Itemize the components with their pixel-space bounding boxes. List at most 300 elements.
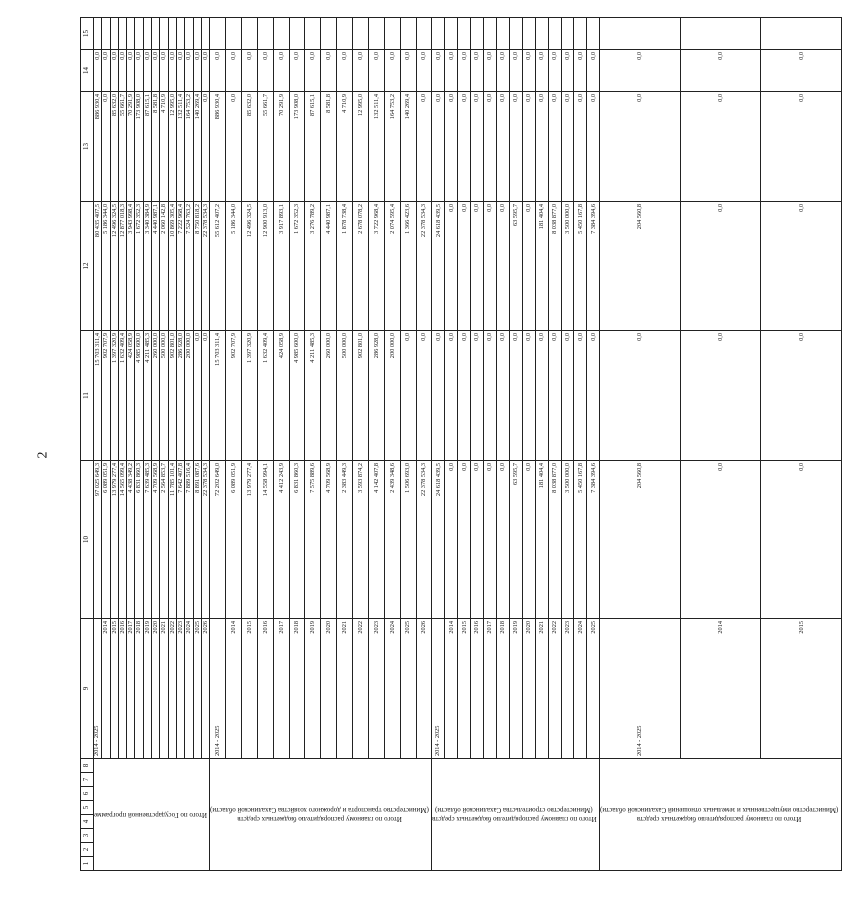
amount-cell-c12: 0,0 [458, 202, 471, 331]
empty-cell-15 [118, 18, 126, 50]
amount-cell-c14: 0,0 [273, 50, 289, 92]
amount-cell-c14: 0,0 [561, 50, 574, 92]
amount-cell-c14: 0,0 [368, 50, 384, 92]
amount-cell-c13: 0,0 [416, 92, 432, 202]
amount-cell-c10: 2 383 449,3 [337, 461, 353, 619]
amount-cell-c11: 1 632 409,4 [257, 331, 273, 461]
block-label [600, 759, 842, 871]
amount-cell-c12: 12 496 324,5 [110, 202, 118, 331]
table-row [94, 18, 102, 871]
block-label [94, 759, 210, 871]
amount-cell-c14: 0,0 [185, 50, 193, 92]
amount-cell-c12: 24 618 439,5 [432, 202, 445, 331]
amount-cell-c13: 12 995,0 [168, 92, 176, 202]
table-row [160, 18, 168, 871]
block-title: Итого по главному распорядителю бюджетных средств [432, 815, 598, 824]
amount-cell-c13: 173 908,0 [289, 92, 305, 202]
empty-cell-15 [548, 18, 561, 50]
year-cell: 2021 [160, 619, 168, 759]
amount-cell-c11: 0,0 [416, 331, 432, 461]
amount-cell-c12: 55 612 407,2 [210, 202, 226, 331]
amount-cell-c10: 8 891 087,6 [193, 461, 201, 619]
empty-cell-15 [522, 18, 535, 50]
table-row [127, 18, 135, 871]
year-cell: 2016 [257, 619, 273, 759]
amount-cell-c12: 1 672 352,3 [289, 202, 305, 331]
amount-cell-c13: 0,0 [458, 92, 471, 202]
year-cell: 2018 [135, 619, 143, 759]
table-row [226, 18, 242, 871]
amount-cell-c10: 4 412 243,9 [273, 461, 289, 619]
amount-cell-c10: 97 025 649,3 [94, 461, 102, 619]
empty-cell-15 [680, 18, 761, 50]
amount-cell-c10: 63 595,7 [509, 461, 522, 619]
amount-cell-c12: 2 074 595,4 [384, 202, 400, 331]
empty-cell-15 [273, 18, 289, 50]
amount-cell-c10: 204 560,8 [600, 461, 681, 619]
amount-cell-c11: 0,0 [574, 331, 587, 461]
amount-cell-c11: 15 703 311,4 [210, 331, 226, 461]
amount-cell-c11: 0,0 [600, 331, 681, 461]
amount-cell-c11: 200 000,0 [185, 331, 193, 461]
amount-cell-c10: 2 564 853,7 [160, 461, 168, 619]
amount-cell-c13: 164 753,2 [384, 92, 400, 202]
empty-cell-15 [484, 18, 497, 50]
amount-cell-c14: 0,0 [384, 50, 400, 92]
amount-cell-c12: 2 678 078,2 [353, 202, 369, 331]
amount-cell-c13: 132 511,4 [176, 92, 184, 202]
amount-cell-c14: 0,0 [152, 50, 160, 92]
amount-cell-c11: 0,0 [761, 331, 842, 461]
empty-cell-15 [574, 18, 587, 50]
year-cell: 2017 [484, 619, 497, 759]
table-row [201, 18, 209, 871]
amount-cell-c14: 0,0 [761, 50, 842, 92]
amount-cell-c11: 4 985 600,0 [289, 331, 305, 461]
year-cell: 2019 [143, 619, 151, 759]
empty-cell-15 [185, 18, 193, 50]
amount-cell-c11: 0,0 [548, 331, 561, 461]
amount-cell-c14: 0,0 [353, 50, 369, 92]
table-row [561, 18, 574, 871]
amount-cell-c12: 5 186 344,0 [102, 202, 110, 331]
amount-cell-c11: 1 397 320,9 [242, 331, 258, 461]
amount-cell-c10: 11 785 101,4 [168, 461, 176, 619]
empty-cell-15 [152, 18, 160, 50]
year-cell: 2015 [242, 619, 258, 759]
table-row [574, 18, 587, 871]
table-row [600, 18, 681, 871]
amount-cell-c10: 22 378 534,3 [201, 461, 209, 619]
block-title: Итого по главному распорядителю бюджетных средств [237, 815, 403, 824]
amount-cell-c13: 4 710,9 [160, 92, 168, 202]
amount-cell-c12: 0,0 [484, 202, 497, 331]
amount-cell-c14: 0,0 [127, 50, 135, 92]
amount-cell-c13: 55 661,7 [118, 92, 126, 202]
year-cell: 2024 [185, 619, 193, 759]
amount-cell-c12: 7 384 394,6 [587, 202, 600, 331]
amount-cell-c11: 15 703 311,4 [94, 331, 102, 461]
amount-cell-c13: 140 269,4 [400, 92, 416, 202]
amount-cell-c11: 0,0 [522, 331, 535, 461]
table-row [353, 18, 369, 871]
amount-cell-c12: 12 496 324,5 [242, 202, 258, 331]
amount-cell-c14: 0,0 [118, 50, 126, 92]
empty-cell-15 [368, 18, 384, 50]
amount-cell-c10: 0,0 [497, 461, 510, 619]
year-cell: 2021 [337, 619, 353, 759]
amount-cell-c14: 0,0 [535, 50, 548, 92]
amount-cell-c13: 0,0 [561, 92, 574, 202]
amount-cell-c14: 0,0 [416, 50, 432, 92]
amount-cell-c13: 0,0 [574, 92, 587, 202]
col-header: 11 [81, 331, 94, 461]
empty-cell-15 [321, 18, 337, 50]
amount-cell-c14: 0,0 [160, 50, 168, 92]
table-row [337, 18, 353, 871]
amount-cell-c14: 0,0 [548, 50, 561, 92]
table-row [110, 18, 118, 871]
amount-cell-c13: 0,0 [600, 92, 681, 202]
table-row [185, 18, 193, 871]
table-row [445, 18, 458, 871]
amount-cell-c11: 500 000,0 [160, 331, 168, 461]
amount-cell-c11: 424 058,9 [273, 331, 289, 461]
empty-cell-15 [135, 18, 143, 50]
rotated-table-area [80, 30, 839, 871]
amount-cell-c14: 0,0 [226, 50, 242, 92]
col-header: 8 [81, 759, 94, 773]
amount-cell-c11: 0,0 [432, 331, 445, 461]
block-title: Итого по Государственной программе [94, 811, 208, 819]
amount-cell-c13: 0,0 [226, 92, 242, 202]
col-header: 7 [81, 773, 94, 787]
year-cell: 2022 [168, 619, 176, 759]
empty-cell-15 [458, 18, 471, 50]
year-cell: 2019 [509, 619, 522, 759]
empty-cell-15 [416, 18, 432, 50]
table-row [168, 18, 176, 871]
amount-cell-c10: 4 142 407,8 [368, 461, 384, 619]
year-cell: 2014 [445, 619, 458, 759]
table-row [497, 18, 510, 871]
amount-cell-c10: 14 558 994,1 [257, 461, 273, 619]
table-row [273, 18, 289, 871]
empty-cell-15 [201, 18, 209, 50]
amount-cell-c11: 0,0 [193, 331, 201, 461]
amount-cell-c14: 0,0 [305, 50, 321, 92]
amount-cell-c10: 4 709 568,9 [152, 461, 160, 619]
amount-cell-c10: 3 500 000,0 [561, 461, 574, 619]
empty-cell-15 [353, 18, 369, 50]
empty-cell-15 [384, 18, 400, 50]
amount-cell-c14: 0,0 [484, 50, 497, 92]
amount-cell-c13: 12 995,0 [353, 92, 369, 202]
table-row [152, 18, 160, 871]
amount-cell-c10: 4 438 349,2 [127, 461, 135, 619]
year-cell: 2014 - 2025 [600, 619, 681, 759]
year-cell: 2015 [761, 619, 842, 759]
amount-cell-c10: 0,0 [761, 461, 842, 619]
table-row [368, 18, 384, 871]
col-header: 3 [81, 829, 94, 843]
year-cell: 2026 [416, 619, 432, 759]
amount-cell-c12: 12 900 913,0 [257, 202, 273, 331]
table-row [761, 18, 842, 871]
year-cell: 2017 [127, 619, 135, 759]
table-row [193, 18, 201, 871]
empty-cell-15 [400, 18, 416, 50]
col-header: 15 [81, 18, 94, 50]
budget-table [80, 17, 842, 871]
amount-cell-c12: 3 722 968,4 [368, 202, 384, 331]
table-row [535, 18, 548, 871]
amount-cell-c12: 3 276 789,2 [305, 202, 321, 331]
col-header: 2 [81, 843, 94, 857]
amount-cell-c14: 0,0 [210, 50, 226, 92]
amount-cell-c10: 6 089 051,9 [102, 461, 110, 619]
amount-cell-c14: 0,0 [587, 50, 600, 92]
amount-cell-c12: 10 869 305,4 [168, 202, 176, 331]
col-header: 10 [81, 461, 94, 619]
table-row [680, 18, 761, 871]
col-header: 9 [81, 619, 94, 759]
amount-cell-c11: 902 801,0 [353, 331, 369, 461]
amount-cell-c12: 0,0 [471, 202, 484, 331]
col-header: 5 [81, 801, 94, 815]
table-row [458, 18, 471, 871]
amount-cell-c13: 132 511,4 [368, 92, 384, 202]
year-cell: 2022 [353, 619, 369, 759]
amount-cell-c12: 204 560,8 [600, 202, 681, 331]
empty-cell-15 [210, 18, 226, 50]
table-row [484, 18, 497, 871]
col-header: 1 [81, 857, 94, 871]
amount-cell-c13: 8 581,8 [321, 92, 337, 202]
amount-cell-c12: 1 366 423,6 [400, 202, 416, 331]
empty-cell-15 [160, 18, 168, 50]
table-row [305, 18, 321, 871]
amount-cell-c13: 87 615,1 [143, 92, 151, 202]
amount-cell-c12: 1 672 352,3 [135, 202, 143, 331]
table-row [400, 18, 416, 871]
empty-cell-15 [176, 18, 184, 50]
amount-cell-c14: 0,0 [242, 50, 258, 92]
block-label [432, 759, 600, 871]
amount-cell-c13: 8 581,8 [152, 92, 160, 202]
amount-cell-c13: 173 908,0 [135, 92, 143, 202]
amount-cell-c14: 0,0 [574, 50, 587, 92]
year-cell: 2022 [548, 619, 561, 759]
year-cell: 2018 [497, 619, 510, 759]
empty-cell-15 [257, 18, 273, 50]
amount-cell-c12: 3 943 998,4 [127, 202, 135, 331]
amount-cell-c10: 6 089 051,9 [226, 461, 242, 619]
amount-cell-c10: 5 450 167,8 [574, 461, 587, 619]
amount-cell-c12: 63 595,7 [509, 202, 522, 331]
empty-cell-15 [289, 18, 305, 50]
amount-cell-c10: 8 038 877,0 [548, 461, 561, 619]
amount-cell-c10: 14 565 099,4 [118, 461, 126, 619]
amount-cell-c12: 4 440 987,1 [152, 202, 160, 331]
year-cell: 2014 [226, 619, 242, 759]
empty-cell-15 [432, 18, 445, 50]
amount-cell-c12: 3 340 384,9 [143, 202, 151, 331]
amount-cell-c10: 22 378 534,3 [416, 461, 432, 619]
amount-cell-c13: 0,0 [432, 92, 445, 202]
amount-cell-c11: 286 928,0 [176, 331, 184, 461]
amount-cell-c12: 0,0 [761, 202, 842, 331]
table-row [176, 18, 184, 871]
year-cell: 2016 [118, 619, 126, 759]
amount-cell-c10: 0,0 [484, 461, 497, 619]
amount-cell-c11: 200 000,0 [384, 331, 400, 461]
empty-cell-15 [305, 18, 321, 50]
table-row [321, 18, 337, 871]
table-row [471, 18, 484, 871]
table-row [416, 18, 432, 871]
amount-cell-c11: 424 058,9 [127, 331, 135, 461]
amount-cell-c10: 7 575 889,6 [305, 461, 321, 619]
amount-cell-c12: 5 450 167,8 [574, 202, 587, 331]
amount-cell-c12: 0,0 [522, 202, 535, 331]
amount-cell-c12: 22 378 534,3 [201, 202, 209, 331]
amount-cell-c12: 8 750 818,2 [193, 202, 201, 331]
empty-cell-15 [193, 18, 201, 50]
amount-cell-c11: 902 801,0 [168, 331, 176, 461]
amount-cell-c11: 0,0 [201, 331, 209, 461]
amount-cell-c13: 0,0 [484, 92, 497, 202]
empty-cell-15 [226, 18, 242, 50]
empty-cell-15 [242, 18, 258, 50]
amount-cell-c14: 0,0 [471, 50, 484, 92]
amount-cell-c11: 500 000,0 [337, 331, 353, 461]
year-cell: 2025 [400, 619, 416, 759]
amount-cell-c12: 12 877 018,3 [118, 202, 126, 331]
amount-cell-c14: 0,0 [257, 50, 273, 92]
block-label [210, 759, 432, 871]
year-cell: 2014 - 2025 [94, 619, 102, 759]
amount-cell-c10: 0,0 [471, 461, 484, 619]
amount-cell-c12: 2 060 142,8 [160, 202, 168, 331]
amount-cell-c10: 7 384 394,6 [587, 461, 600, 619]
amount-cell-c11: 0,0 [680, 331, 761, 461]
amount-cell-c12: 8 038 877,0 [548, 202, 561, 331]
year-cell: 2014 - 2025 [432, 619, 445, 759]
empty-cell-15 [761, 18, 842, 50]
table-row [509, 18, 522, 871]
year-cell: 2020 [321, 619, 337, 759]
year-cell: 2016 [471, 619, 484, 759]
amount-cell-c14: 0,0 [94, 50, 102, 92]
amount-cell-c10: 0,0 [522, 461, 535, 619]
amount-cell-c11: 902 707,9 [226, 331, 242, 461]
block-subtitle: (Министерство строительства Сахалинской области) [435, 806, 594, 815]
empty-cell-15 [600, 18, 681, 50]
year-cell: 2023 [561, 619, 574, 759]
amount-cell-c14: 0,0 [193, 50, 201, 92]
empty-cell-15 [337, 18, 353, 50]
amount-cell-c13: 4 710,9 [337, 92, 353, 202]
amount-cell-c11: 0,0 [471, 331, 484, 461]
year-cell: 2014 [102, 619, 110, 759]
amount-cell-c14: 0,0 [168, 50, 176, 92]
amount-cell-c13: 164 753,2 [185, 92, 193, 202]
table-row [118, 18, 126, 871]
empty-cell-15 [497, 18, 510, 50]
amount-cell-c10: 6 831 860,3 [289, 461, 305, 619]
amount-cell-c11: 4 985 600,0 [135, 331, 143, 461]
empty-cell-15 [535, 18, 548, 50]
rotated-page [80, 30, 839, 871]
amount-cell-c13: 87 615,1 [305, 92, 321, 202]
header-row [81, 18, 94, 871]
amount-cell-c14: 0,0 [201, 50, 209, 92]
empty-cell-15 [110, 18, 118, 50]
amount-cell-c10: 2 439 348,6 [384, 461, 400, 619]
amount-cell-c11: 0,0 [458, 331, 471, 461]
amount-cell-c12: 5 186 344,0 [226, 202, 242, 331]
amount-cell-c13: 0,0 [497, 92, 510, 202]
amount-cell-c14: 0,0 [497, 50, 510, 92]
year-cell: 2023 [176, 619, 184, 759]
col-header: 12 [81, 202, 94, 331]
col-header: 14 [81, 50, 94, 92]
amount-cell-c12: 3 500 000,0 [561, 202, 574, 331]
amount-cell-c14: 0,0 [458, 50, 471, 92]
amount-cell-c11: 0,0 [535, 331, 548, 461]
amount-cell-c13: 0,0 [509, 92, 522, 202]
amount-cell-c14: 0,0 [600, 50, 681, 92]
table-row [384, 18, 400, 871]
year-cell: 2021 [535, 619, 548, 759]
amount-cell-c13: 0,0 [102, 92, 110, 202]
empty-cell-15 [445, 18, 458, 50]
year-cell: 2025 [193, 619, 201, 759]
amount-cell-c11: 0,0 [587, 331, 600, 461]
amount-cell-c10: 13 979 277,4 [110, 461, 118, 619]
table-row [135, 18, 143, 871]
amount-cell-c13: 0,0 [680, 92, 761, 202]
amount-cell-c10: 7 889 516,4 [185, 461, 193, 619]
amount-cell-c11: 4 211 485,3 [305, 331, 321, 461]
amount-cell-c14: 0,0 [321, 50, 337, 92]
amount-cell-c10: 7 639 485,3 [143, 461, 151, 619]
amount-cell-c10: 1 506 693,0 [400, 461, 416, 619]
year-cell: 2017 [273, 619, 289, 759]
table-row [587, 18, 600, 871]
table-row [143, 18, 151, 871]
amount-cell-c14: 0,0 [432, 50, 445, 92]
amount-cell-c13: 70 291,9 [127, 92, 135, 202]
amount-cell-c12: 22 378 534,3 [416, 202, 432, 331]
amount-cell-c11: 260 000,0 [321, 331, 337, 461]
amount-cell-c13: 0,0 [535, 92, 548, 202]
year-cell: 2015 [110, 619, 118, 759]
table-row [242, 18, 258, 871]
col-header: 4 [81, 815, 94, 829]
amount-cell-c11: 286 928,0 [368, 331, 384, 461]
year-cell: 2026 [201, 619, 209, 759]
amount-cell-c13: 0,0 [587, 92, 600, 202]
amount-cell-c11: 1 397 320,9 [110, 331, 118, 461]
amount-cell-c11: 0,0 [497, 331, 510, 461]
amount-cell-c12: 80 435 407,5 [94, 202, 102, 331]
year-cell: 2020 [522, 619, 535, 759]
empty-cell-15 [127, 18, 135, 50]
amount-cell-c12: 0,0 [680, 202, 761, 331]
amount-cell-c13: 0,0 [471, 92, 484, 202]
